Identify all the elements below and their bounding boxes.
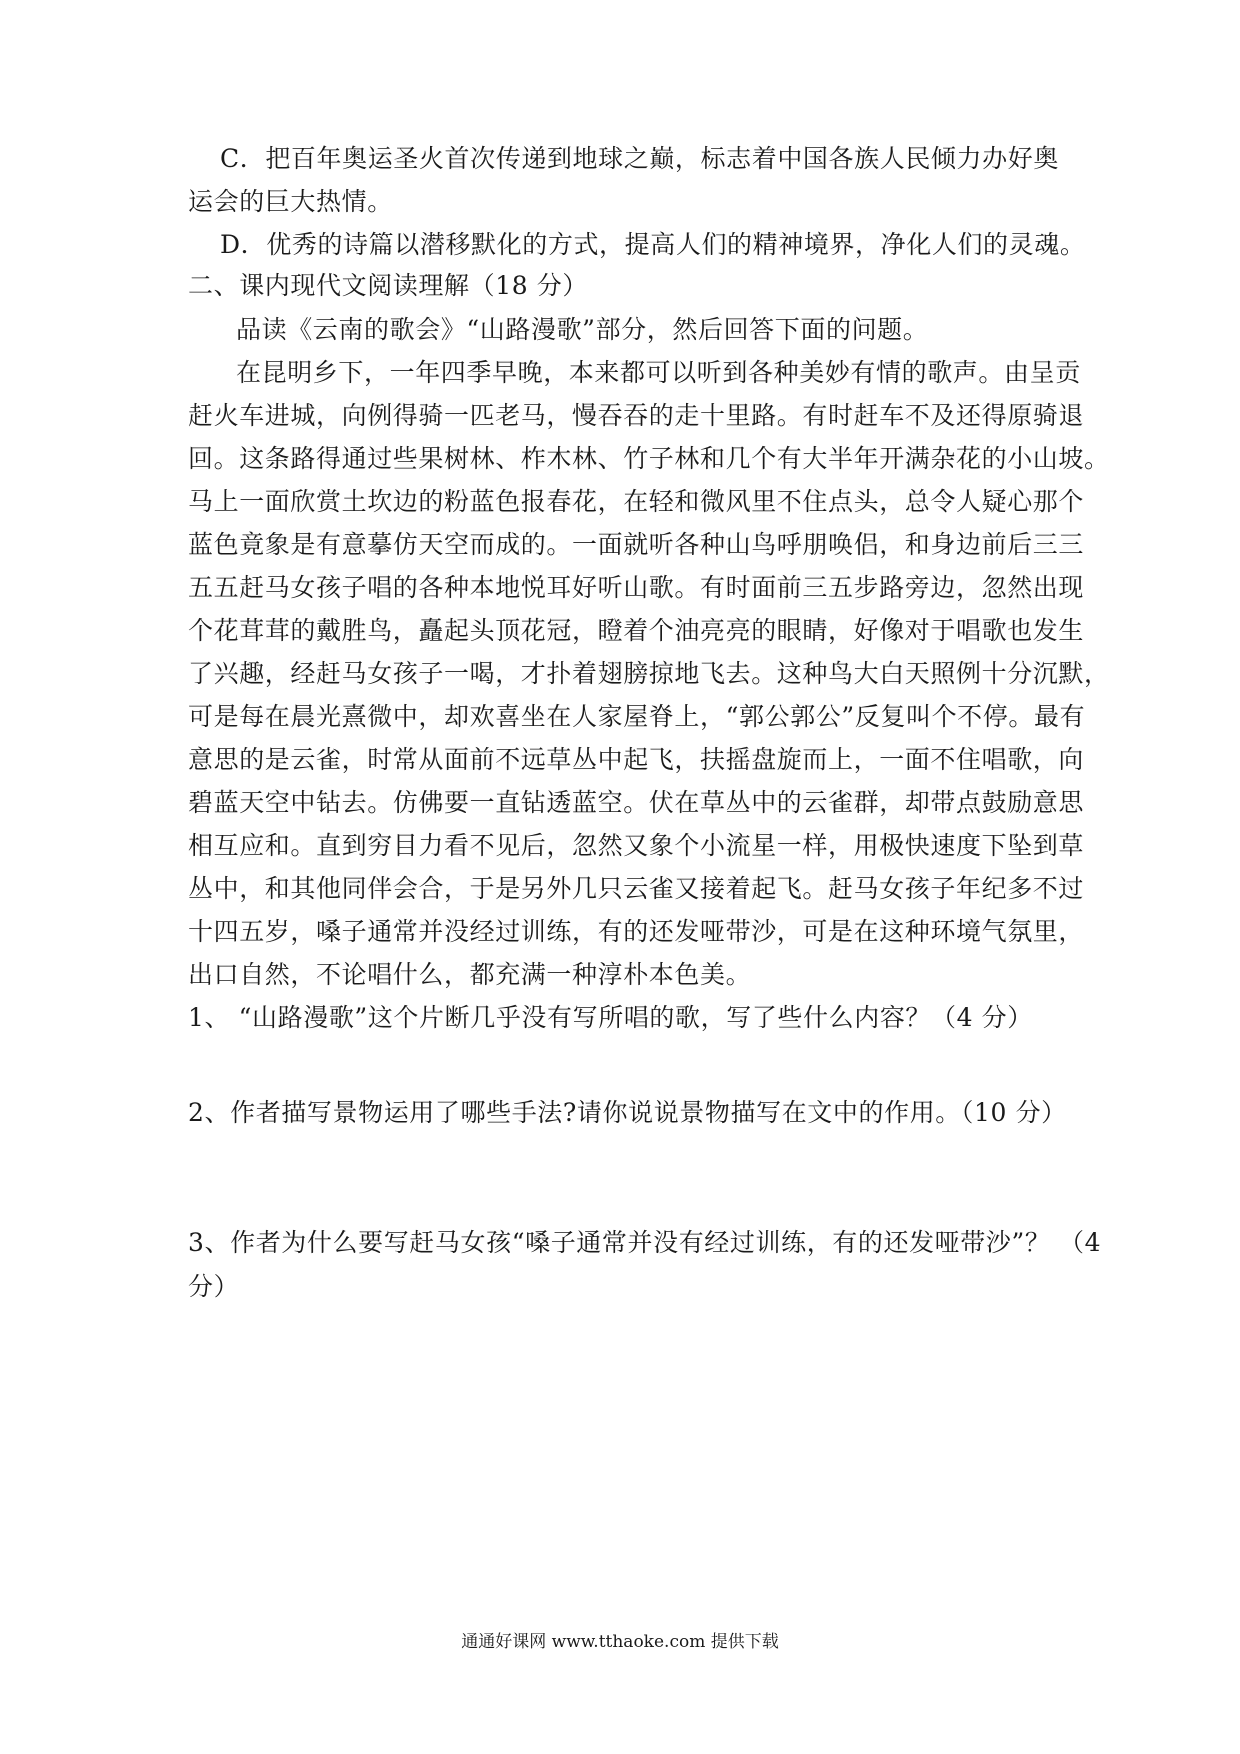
passage-line: 可是每在晨光熹微中，却欢喜坐在人家屋脊上，“郭公郭公”反复叫个不停。最有 — [188, 702, 1086, 731]
page-footer: 通通好课网 www.tthaoke.com 提供下载 — [461, 1632, 779, 1652]
reading-instruction: 品读《云南的歌会》“山路漫歌”部分，然后回答下面的问题。 — [236, 315, 929, 344]
question-2: 2、作者描写景物运用了哪些手法?请你说说景物描写在文中的作用。（10 分） — [188, 1098, 1067, 1127]
question-1: 1、 “山路漫歌”这个片断几乎没有写所唱的歌，写了些什么内容？（4 分） — [188, 1003, 1033, 1032]
passage-line: 个花茸茸的戴胜鸟，矗起头顶花冠，瞪着个油亮亮的眼睛，好像对于唱歌也发生 — [188, 616, 1085, 645]
passage-line: 五五赶马女孩子唱的各种本地悦耳好听山歌。有时面前三五步路旁边，忽然出现 — [188, 573, 1085, 602]
passage-line: 相互应和。直到穷目力看不见后，忽然又象个小流星一样，用极快速度下坠到草 — [188, 831, 1085, 860]
question-3-continuation: 分） — [188, 1272, 240, 1301]
passage-line: 丛中，和其他同伴会合，于是另外几只云雀又接着起飞。赶马女孩子年纪多不过 — [188, 874, 1085, 903]
option-d-line-1: D．优秀的诗篇以潜移默化的方式，提高人们的精神境界，净化人们的灵魂。 — [220, 230, 1086, 259]
passage-line: 碧蓝天空中钻去。仿佛要一直钻透蓝空。伏在草丛中的云雀群，却带点鼓励意思 — [188, 788, 1085, 817]
passage-line: 赶火车进城，向例得骑一匹老马，慢吞吞的走十里路。有时赶车不及还得原骑退 — [188, 401, 1085, 430]
option-c-line-1: C．把百年奥运圣火首次传递到地球之巅，标志着中国各族人民倾力办好奥 — [220, 144, 1059, 173]
option-c-line-2: 运会的巨大热情。 — [188, 187, 393, 216]
passage-line: 十四五岁，嗓子通常并没经过训练，有的还发哑带沙，可是在这种环境气氛里， — [188, 917, 1085, 946]
section-heading: 二、课内现代文阅读理解（18 分） — [188, 271, 588, 300]
passage-line: 了兴趣，经赶马女孩子一喝，才扑着翅膀掠地飞去。这种鸟大白天照例十分沉默， — [188, 659, 1110, 688]
passage-line: 蓝色竟象是有意摹仿天空而成的。一面就听各种山鸟呼朋唤侣，和身边前后三三 — [188, 530, 1085, 559]
question-3: 3、作者为什么要写赶马女孩“嗓子通常并没有经过训练，有的还发哑带沙”？ （4 — [188, 1228, 1102, 1257]
passage-line: 回。这条路得通过些果树林、柞木林、竹子林和几个有大半年开满杂花的小山坡。 — [188, 444, 1110, 473]
passage-line: 马上一面欣赏土坎边的粉蓝色报春花，在轻和微风里不住点头，总令人疑心那个 — [188, 487, 1085, 516]
passage-line: 在昆明乡下，一年四季早晚，本来都可以听到各种美妙有情的歌声。由呈贡 — [236, 358, 1081, 387]
passage-line: 出口自然，不论唱什么，都充满一种淳朴本色美。 — [188, 960, 752, 989]
passage-line: 意思的是云雀，时常从面前不远草丛中起飞，扶摇盘旋而上，一面不住唱歌，向 — [188, 745, 1085, 774]
